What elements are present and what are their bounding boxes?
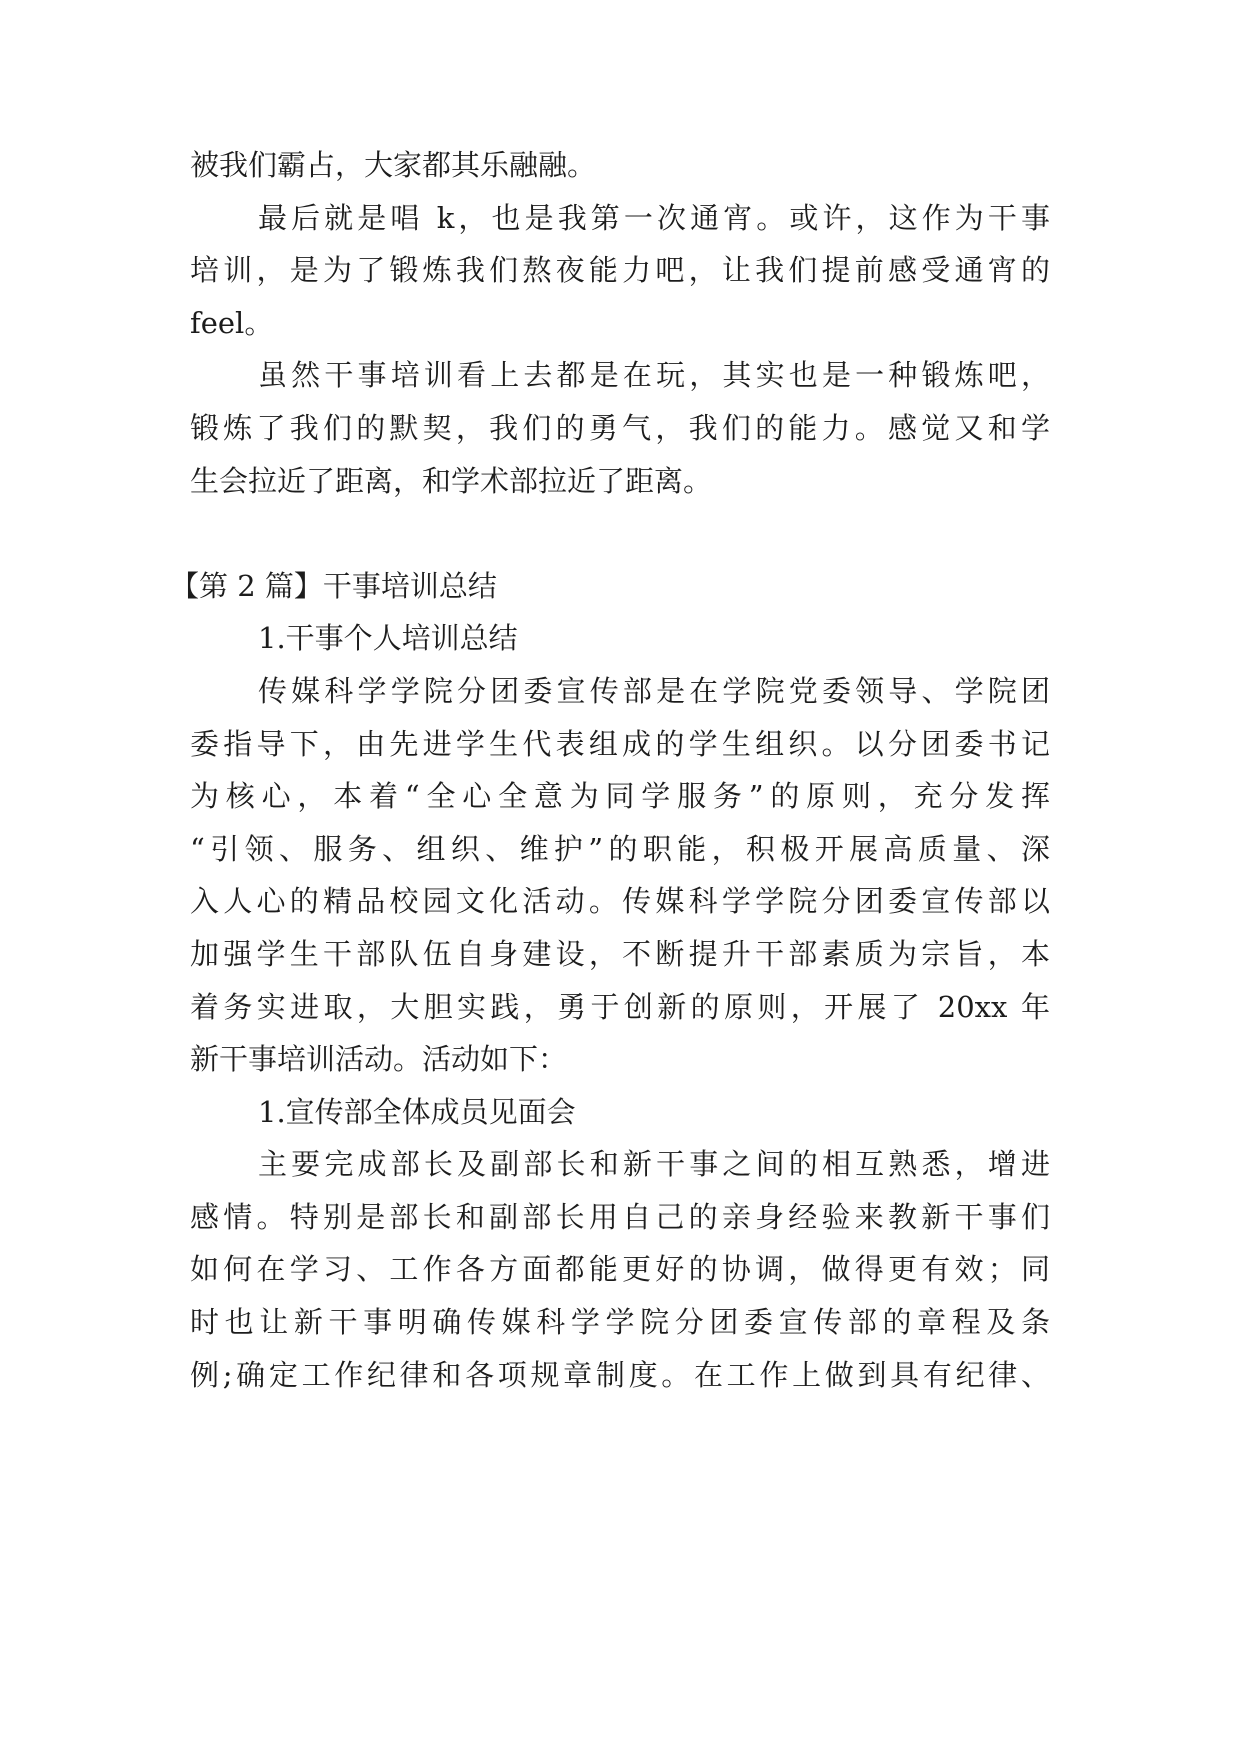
text-line: 感情。特别是部长和副部长用自己的亲身经验来教新干事们 <box>190 1199 1050 1234</box>
text-line: 加强学生干部队伍自身建设，不断提升干部素质为宗旨，本 <box>190 936 1050 971</box>
text-line: 传媒科学学院分团委宣传部是在学院党委领导、学院团 <box>258 673 1050 708</box>
text-line: 主要完成部长及副部长和新干事之间的相互熟悉，增进 <box>258 1147 1050 1182</box>
text-line: 培训，是为了锻炼我们熬夜能力吧，让我们提前感受通宵的 <box>190 253 1050 288</box>
text-line: “引领、服务、组织、维护”的职能，积极开展高质量、深 <box>190 831 1050 866</box>
text-line: 被我们霸占，大家都其乐融融。 <box>190 148 597 182</box>
text-line: 入人心的精品校园文化活动。传媒科学学院分团委宣传部以 <box>190 884 1050 919</box>
text-line: 为核心，本着“全心全意为同学服务”的原则，充分发挥 <box>190 779 1050 814</box>
article-subheading: 1.干事个人培训总结 <box>258 621 518 656</box>
text-line: 着务实进取，大胆实践，勇于创新的原则，开展了 20xx 年 <box>190 989 1050 1024</box>
text-line: feel。 <box>190 305 274 340</box>
document-body <box>170 139 1050 1401</box>
text-line: 生会拉近了距离，和学术部拉近了距离。 <box>190 463 713 498</box>
text-line: 最后就是唱 k，也是我第一次通宵。或许，这作为干事 <box>258 200 1050 235</box>
text-line: 虽然干事培训看上去都是在玩，其实也是一种锻炼吧， <box>258 358 1050 393</box>
text-line: 时也让新干事明确传媒科学学院分团委宣传部的章程及条 <box>190 1305 1050 1340</box>
text-line: 委指导下，由先进学生代表组成的学生组织。以分团委书记 <box>190 726 1050 761</box>
text-line: 如何在学习、工作各方面都能更好的协调，做得更有效；同 <box>190 1252 1050 1287</box>
text-line: 例;确定工作纪律和各项规章制度。在工作上做到具有纪律、 <box>190 1357 1050 1392</box>
blank-line <box>190 507 1050 560</box>
item-heading: 1.宣传部全体成员见面会 <box>258 1094 576 1129</box>
text-line: 新干事培训活动。活动如下： <box>190 1042 568 1077</box>
text-line: 锻炼了我们的默契，我们的勇气，我们的能力。感觉又和学 <box>190 410 1050 445</box>
article-heading: 【第 2 篇】干事培训总结 <box>170 568 497 603</box>
